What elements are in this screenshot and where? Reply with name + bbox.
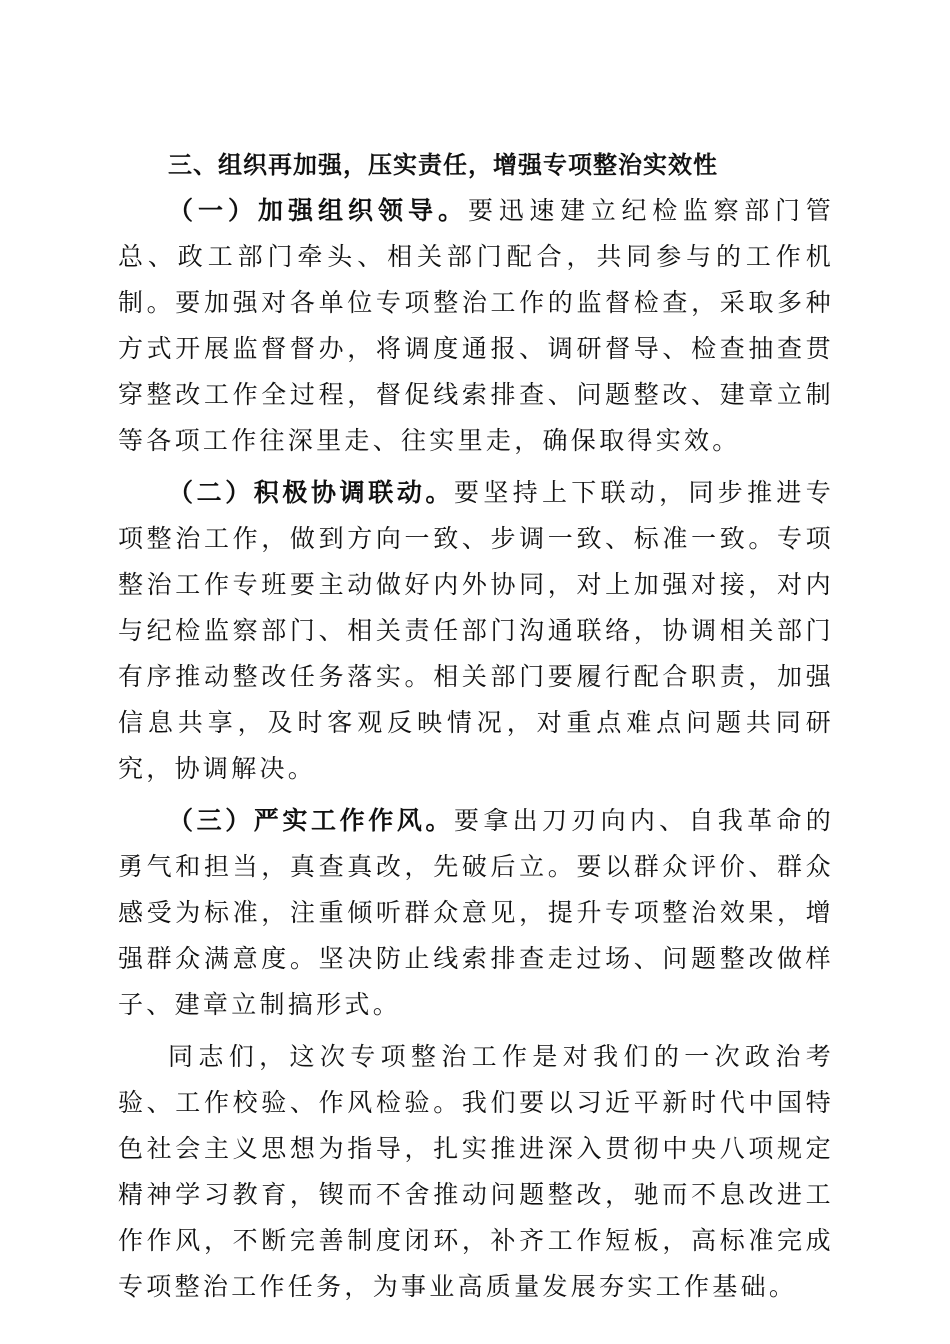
paragraph-text: 要迅速建立纪检监察部门管总、政工部门牵头、相关部门配合，共同参与的工作机制。要加强对各单位专项整治工作的监督检查，采取多种方式开展监督督办，将调度通报、调研督导、检查抽查贯穿整改工作全过程，督促线索排查、问题整改、建章立制等各项工作往深里走、往实里走，确保取得实效。: [118, 196, 834, 455]
paragraph-coordination: [118, 470, 834, 792]
paragraph-text: 要坚持上下联动，同步推进专项整治工作，做到方向一致、步调一致、标准一致。专项整治工作专班要主动做好内外协同，对上加强对接，对内与纪检监察部门、相关责任部门沟通联络，协调相关部门有序推动整改任务落实。相关部门要履行配合职责，加强信息共享，及时客观反映情况，对重点难点问题共同研究，协调解决。: [118, 478, 834, 783]
paragraph-organization-leadership: [118, 188, 834, 464]
section-heading: 三、组织再加强，压实责任，增强专项整治实效性: [168, 151, 718, 179]
paragraph-work-style: [118, 798, 834, 1028]
document-body: [118, 142, 834, 1310]
paragraph-text: 同志们，这次专项整治工作是对我们的一次政治考验、工作校验、作风检验。我们要以习近平新时代中国特色社会主义思想为指导，扎实推进深入贯彻中央八项规定精神学习教育，锲而不舍推动问题整改，驰而不息改进工作作风，不断完善制度闭环，补齐工作短板，高标准完成专项整治工作任务，为事业高质量发展夯实工作基础。: [118, 1042, 834, 1301]
paragraph-lead: （一）加强组织领导。: [168, 196, 468, 225]
paragraph-text: 要拿出刀刃向内、自我革命的勇气和担当，真查真改，先破后立。要以群众评价、群众感受为标准，注重倾听群众意见，提升专项整治效果，增强群众满意度。坚决防止线索排查走过场、问题整改做样子、建章立制搞形式。: [118, 806, 834, 1019]
paragraph-closing: [118, 1034, 834, 1310]
paragraph-lead: （二）积极协调联动。: [168, 478, 455, 507]
paragraph-lead: （三）严实工作作风。: [168, 806, 455, 835]
